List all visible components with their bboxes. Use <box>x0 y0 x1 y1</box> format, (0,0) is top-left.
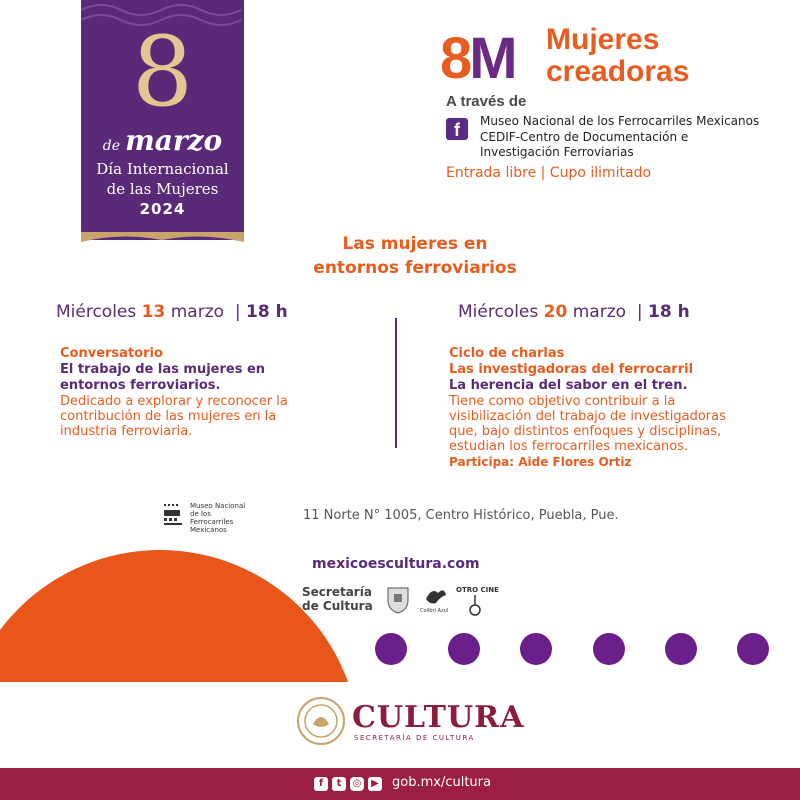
otrocine-icon <box>466 595 484 617</box>
8m-eight: 8 <box>440 26 470 91</box>
event1-desc1: Dedicado a explorar y reconocer la <box>60 394 288 409</box>
decor-dot <box>737 633 769 665</box>
event1-desc2: contribución de las mujeres en la <box>60 409 277 424</box>
secretaria-line2: de Cultura <box>302 599 373 613</box>
banner-year: 2024 <box>139 200 186 218</box>
event-title <box>546 24 689 88</box>
event2-hour: 18 h <box>648 302 690 322</box>
banner-marzo: marzo <box>125 124 223 157</box>
event2-type: Ciclo de charlas <box>449 346 565 361</box>
org-line2: CEDIF-Centro de Documentación e <box>480 130 689 144</box>
event2-desc4: estudian los ferrocarriles mexicanos. <box>449 439 689 454</box>
youtube-icon[interactable]: ▶ <box>368 777 382 791</box>
org-line1: Museo Nacional de los Ferrocarriles Mexicanos <box>480 114 760 128</box>
decor-dot <box>665 633 697 665</box>
banner-de: de <box>102 138 121 154</box>
website-link[interactable]: mexicoescultura.com <box>312 556 480 572</box>
title-line2: creadoras <box>546 55 690 88</box>
8m-m: M <box>469 26 515 91</box>
puebla-shield-icon <box>386 586 410 614</box>
event2-title2: La herencia del sabor en el tren. <box>449 378 688 393</box>
event2-desc1: Tiene como objetivo contribuir a la <box>449 394 676 409</box>
instagram-icon[interactable]: ◎ <box>350 777 364 791</box>
secretaria-logo <box>302 585 373 613</box>
decor-dot <box>593 633 625 665</box>
train-icon <box>162 502 184 528</box>
event1-num: 13 <box>141 302 166 322</box>
event2-participa: Participa: Aide Flores Ortiz <box>449 455 632 469</box>
banner-line1: Día Internacional <box>96 160 229 178</box>
museo-ferrocarriles-logo <box>162 502 272 532</box>
event2-title1: Las investigadoras del ferrocarril <box>449 362 694 377</box>
event2-num: 20 <box>543 302 568 322</box>
footer-url[interactable]: gob.mx/cultura <box>392 775 491 790</box>
decor-dot <box>520 633 552 665</box>
banner-number: 8 <box>131 16 194 128</box>
event2-day: Miércoles <box>458 302 539 322</box>
museo-logo-line3: Ferrocarriles Mexicanos <box>190 518 234 534</box>
event1-title2: entornos ferroviarios. <box>60 378 221 393</box>
colibri-label: Colibrí Azul <box>420 608 449 614</box>
subtitle-line1: Las mujeres en <box>342 234 488 254</box>
entrada-libre: Entrada libre | Cupo ilimitado <box>446 165 652 181</box>
banner-bottom-trim <box>81 232 244 242</box>
museo-logo-line1: Museo Nacional <box>190 502 246 510</box>
banner-line2: de las Mujeres <box>106 180 219 198</box>
event1-day: Miércoles <box>56 302 137 322</box>
event1-title1: El trabajo de las mujeres en <box>60 362 266 377</box>
a-traves-label: A través de <box>446 93 527 110</box>
banner-date <box>81 124 244 157</box>
decor-dot <box>375 633 407 665</box>
org-line3: Investigación Ferroviarias <box>480 145 634 159</box>
mexico-seal-icon <box>296 696 346 746</box>
column-divider <box>395 318 397 448</box>
event1-type: Conversatorio <box>60 346 163 361</box>
facebook-icon[interactable]: f <box>314 777 328 791</box>
facebook-icon[interactable]: f <box>446 118 468 140</box>
museo-logo-line2: de los <box>190 510 211 518</box>
event2-date <box>458 302 690 322</box>
otrocine-label: OTRO CINE <box>456 586 499 594</box>
twitter-icon[interactable]: t <box>332 777 346 791</box>
event2-desc2: visibilización del trabajo de investigadoras <box>449 409 726 424</box>
event1-date <box>56 302 288 322</box>
address: 11 Norte N° 1005, Centro Histórico, Puebla, Pue. <box>303 508 619 523</box>
subtitle-line2: entornos ferroviarios <box>313 258 517 278</box>
secretaria-line1: Secretaría <box>302 585 372 599</box>
event1-desc3: industria ferroviaria. <box>60 424 193 439</box>
8m-logo <box>440 28 515 90</box>
event1-month: marzo <box>170 302 225 322</box>
event2-month: marzo <box>572 302 627 322</box>
decor-dot <box>448 633 480 665</box>
event1-hour: 18 h <box>246 302 288 322</box>
colibri-azul-icon <box>424 585 448 607</box>
event1-sep: | <box>234 302 241 322</box>
cultura-wordmark: CULTURA <box>352 700 525 735</box>
cultura-subtitle: SECRETARÍA DE CULTURA <box>354 734 475 742</box>
event2-desc3: que, bajo distintos enfoques y disciplinas, <box>449 424 722 439</box>
event2-sep: | <box>636 302 643 322</box>
title-line1: Mujeres <box>546 23 660 56</box>
